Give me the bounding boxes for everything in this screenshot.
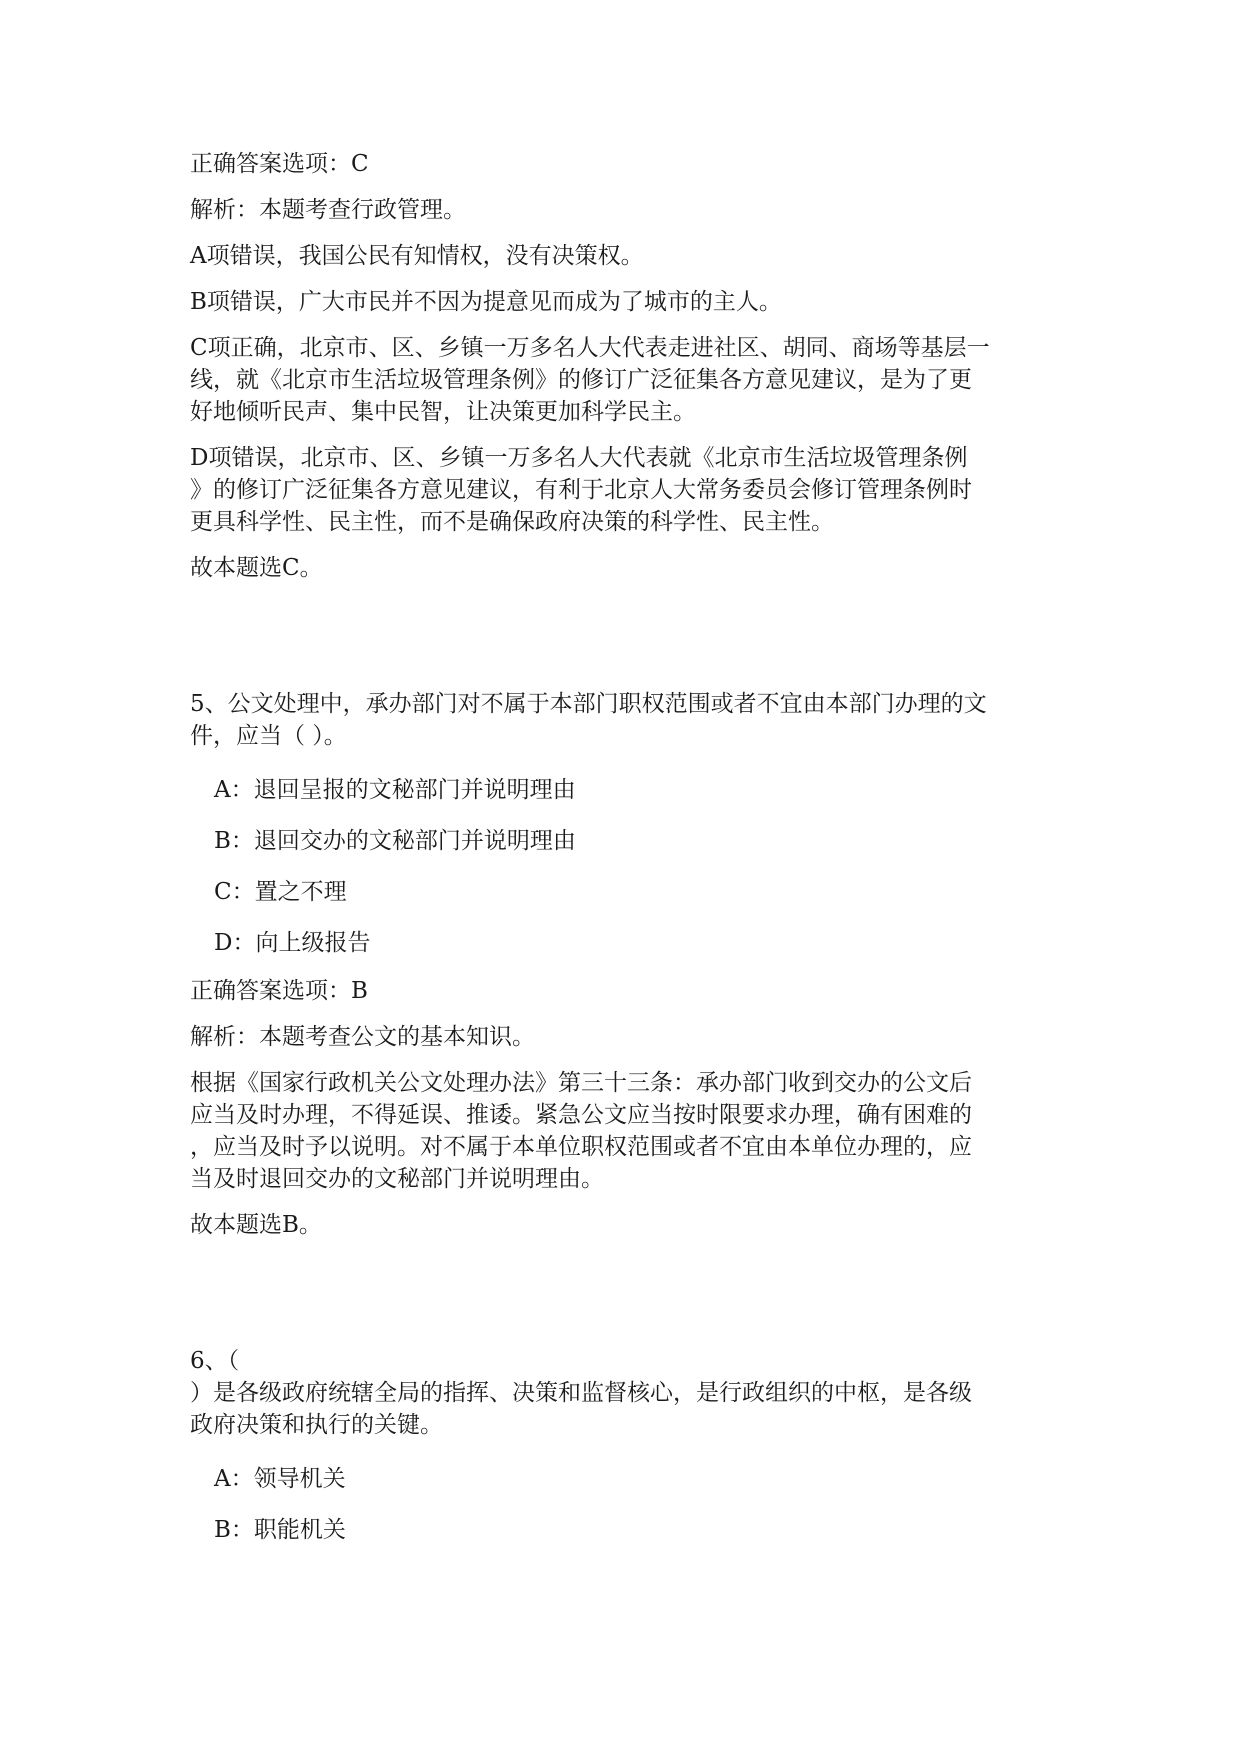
q5-analysis: 解析：本题考查公文的基本知识。 [190,1024,535,1050]
q5-answer: 正确答案选项：B [190,978,368,1004]
q4-option-a-explanation: A项错误，我国公民有知情权，没有决策权。 [190,243,644,269]
q4-option-c-explanation: C项正确，北京市、区、乡镇一万多名人大代表走进社区、胡同、商场等基层一 线，就《北京市生活垃圾管理条例》的修订广泛征集各方意见建议，是为了更 好地倾听民声、集中民智，让决策更加科学民主。 [190,335,990,425]
q5-question: 5、公文处理中，承办部门对不属于本部门职权范围或者不宜由本部门办理的文 件，应当（ ）。 [190,691,987,749]
q4-option-d-explanation: D项错误，北京市、区、乡镇一万多名人大代表就《北京市生活垃圾管理条例 》的修订广泛征集各方意见建议，有利于北京人大常务委员会修订管理条例时 更具科学性、民主性，而不是确保政府决策的科学性、民主性。 [190,445,972,535]
q5-option-d: D：向上级报告 [214,930,371,956]
q6-option-a: A：领导机关 [214,1466,346,1492]
document-page [190,148,1050,1546]
q6-option-b: B：职能机关 [214,1517,346,1543]
q5-basis: 根据《国家行政机关公文处理办法》第三十三条：承办部门收到交办的公文后 应当及时办理，不得延误、推诿。紧急公文应当按时限要求办理，确有困难的 ，应当及时予以说明。对不属于本单位职权范围或者不宜由本单位办理的，应 当及时退回交办的文秘部门并说明理由。 [190,1070,972,1192]
q5-option-c: C：置之不理 [214,879,347,905]
q5-option-a: A：退回呈报的文秘部门并说明理由 [214,777,576,803]
q4-option-b-explanation: B项错误，广大市民并不因为提意见而成为了城市的主人。 [190,289,782,315]
q5-conclusion: 故本题选B。 [190,1212,322,1238]
q4-conclusion: 故本题选C。 [190,555,323,581]
q6-question: 6、（ ）是各级政府统辖全局的指挥、决策和监督核心，是行政组织的中枢，是各级 政府决策和执行的关键。 [190,1348,972,1438]
q4-analysis: 解析：本题考查行政管理。 [190,197,466,223]
q5-option-b: B：退回交办的文秘部门并说明理由 [214,828,576,854]
q4-answer: 正确答案选项：C [190,151,369,177]
